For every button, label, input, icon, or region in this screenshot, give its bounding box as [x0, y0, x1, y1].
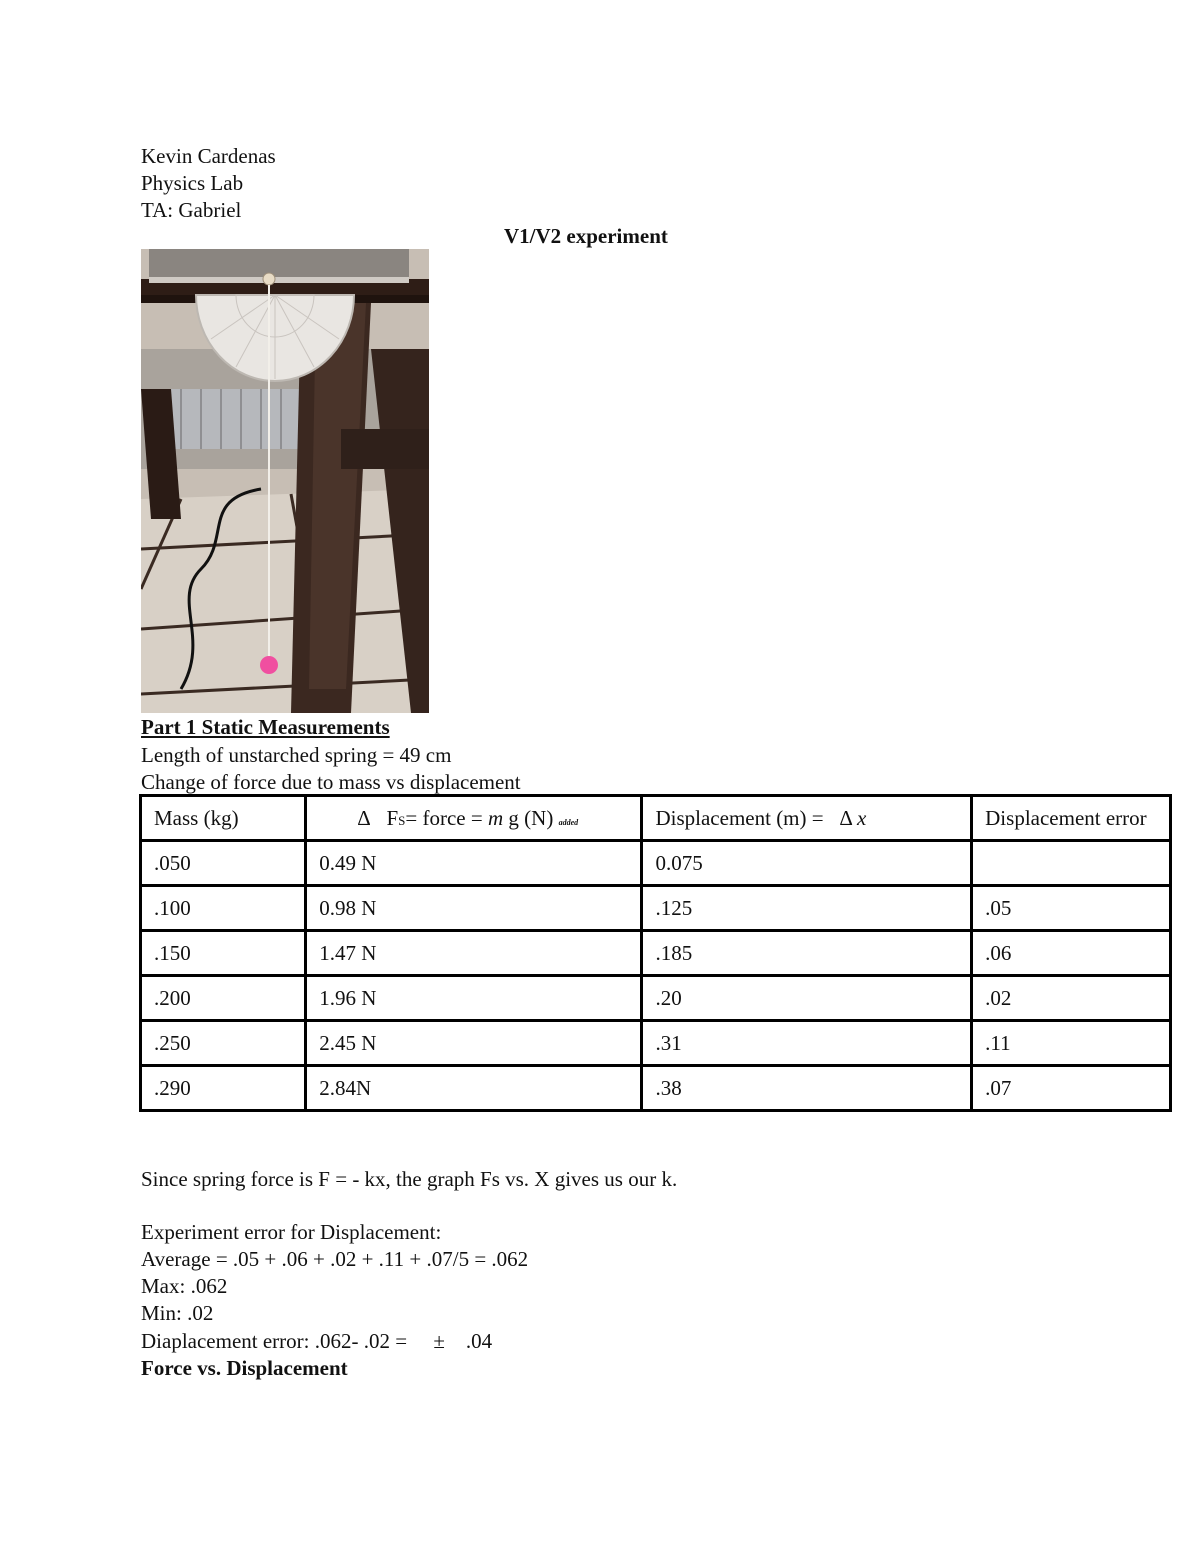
header-error: Displacement error [972, 796, 1171, 841]
cell-force: 0.98 N [306, 886, 642, 931]
cell-mass: .100 [141, 886, 306, 931]
cell-error: .07 [972, 1066, 1171, 1111]
cell-error: .06 [972, 931, 1171, 976]
max-value: Max: .062 [141, 1274, 228, 1298]
force-F: F [386, 805, 399, 830]
table-caption: Change of force due to mass vs displacement [141, 770, 521, 794]
cell-displacement: .125 [642, 886, 972, 931]
table-row [141, 1021, 1171, 1066]
cell-force: 2.45 N [306, 1021, 642, 1066]
delta-symbol: Δ [357, 805, 371, 830]
part1-heading: Part 1 Static Measurements [141, 715, 390, 739]
force-m: m [487, 805, 504, 830]
ta-name: TA: Gabriel [141, 198, 242, 222]
spring-force-note: Since spring force is F = - kx, the graph Fs vs. X gives us our k. [141, 1167, 678, 1191]
average-calc: Average = .05 + .06 + .02 + .11 + .07/5 = .062 [141, 1247, 529, 1271]
graph-heading: Force vs. Displacement [141, 1356, 348, 1380]
table-row [141, 976, 1171, 1021]
cell-error [972, 841, 1171, 886]
cell-force: 0.49 N [306, 841, 642, 886]
pendulum-photo [141, 249, 429, 713]
disp-delta: Δ [839, 805, 857, 830]
cell-mass: .200 [141, 976, 306, 1021]
cell-displacement: .185 [642, 931, 972, 976]
cell-force: 2.84N [306, 1066, 642, 1111]
table-row [141, 886, 1171, 931]
cell-error: .05 [972, 886, 1171, 931]
cell-mass: .150 [141, 931, 306, 976]
table-row [141, 1066, 1171, 1111]
error-heading: Experiment error for Displacement: [141, 1220, 442, 1244]
force-added: added [558, 817, 579, 827]
cell-error: .11 [972, 1021, 1171, 1066]
table-row [141, 841, 1171, 886]
cell-displacement: .31 [642, 1021, 972, 1066]
cell-force: 1.47 N [306, 931, 642, 976]
header-mass: Mass (kg) [141, 796, 306, 841]
table-header-row [141, 796, 1171, 841]
cell-displacement: .38 [642, 1066, 972, 1111]
author-name: Kevin Cardenas [141, 144, 276, 168]
cell-mass: .250 [141, 1021, 306, 1066]
cell-mass: .050 [141, 841, 306, 886]
cell-displacement: 0.075 [642, 841, 972, 886]
course-name: Physics Lab [141, 171, 244, 195]
error-calc: Diaplacement error: .062- .02 = ± .04 [141, 1329, 493, 1353]
header-force [306, 796, 642, 841]
disp-label: Displacement (m) = [655, 805, 829, 830]
force-g: g (N) [503, 805, 554, 830]
force-equals: = force = [405, 805, 488, 830]
document-title: V1/V2 experiment [504, 224, 668, 248]
cell-mass: .290 [141, 1066, 306, 1111]
cell-displacement: .20 [642, 976, 972, 1021]
cell-error: .02 [972, 976, 1171, 1021]
cell-force: 1.96 N [306, 976, 642, 1021]
measurements-table [139, 794, 1172, 1112]
disp-x: x [856, 805, 867, 830]
force-subscript: S [398, 812, 406, 828]
min-value: Min: .02 [141, 1301, 214, 1325]
table-row [141, 931, 1171, 976]
header-displacement [642, 796, 972, 841]
spring-length-text: Length of unstarched spring = 49 cm [141, 743, 452, 767]
